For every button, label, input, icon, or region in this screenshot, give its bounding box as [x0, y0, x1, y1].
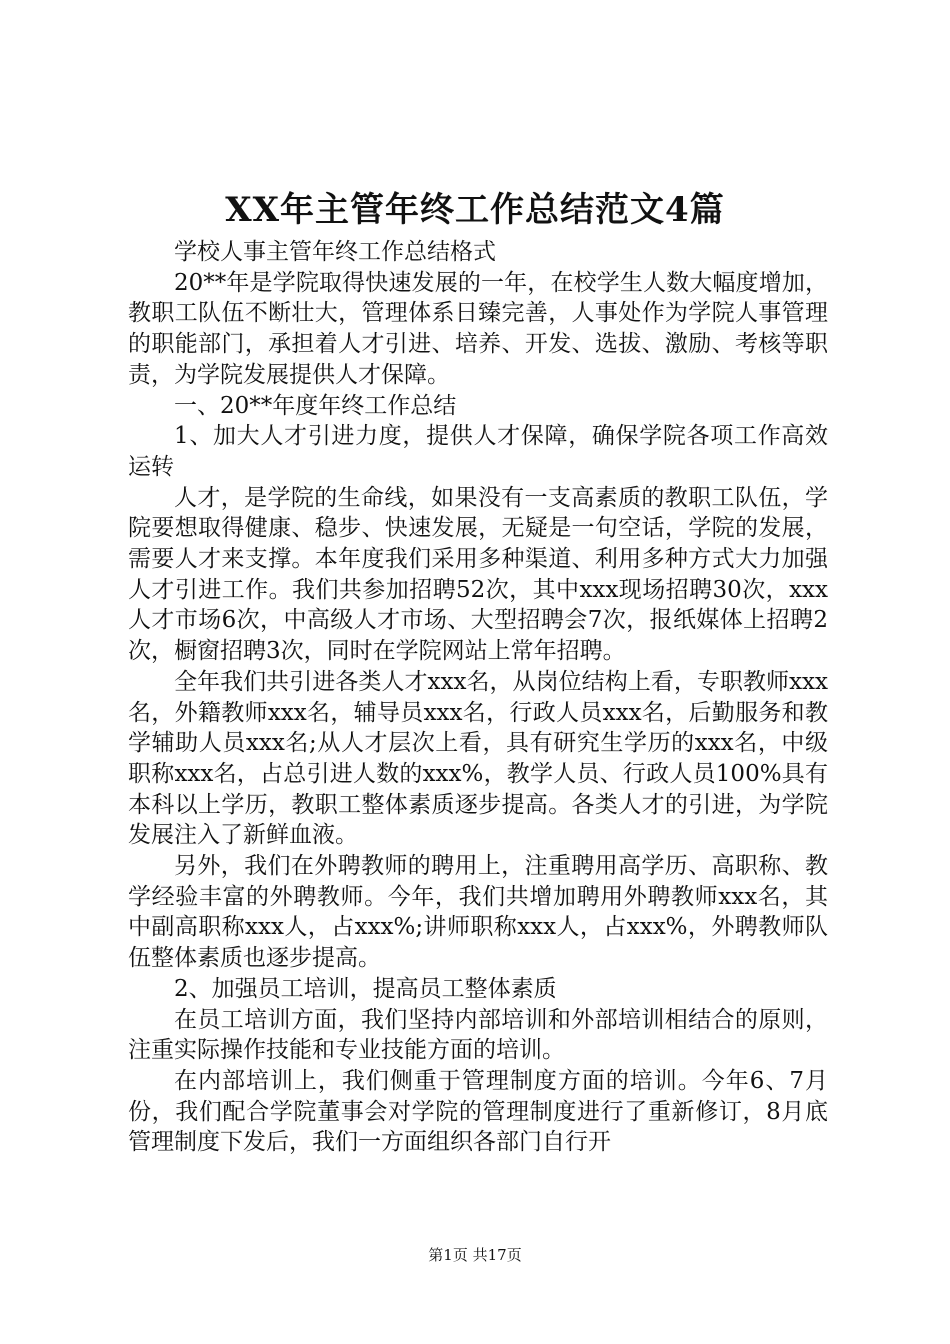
page-number-footer: 第1页 共17页: [428, 1246, 522, 1264]
document-title: XX年主管年终工作总结范文4篇: [225, 190, 725, 230]
body-paragraph-intro: 20**年是学院取得快速发展的一年，在校学生人数大幅度增加，教职工队伍不断壮大，管理体系日臻完善，人事处作为学院人事管理的职能部门，承担着人才引进、培养、开发、选拔、激励、考核等职责，为学院发展提供人才保障。: [128, 269, 828, 388]
body-paragraph-talent: 人才，是学院的生命线，如果没有一支高素质的教职工队伍，学院要想取得健康、稳步、快速发展，无疑是一句空话，学院的发展，需要人才来支撑。本年度我们采用多种渠道、利用多种方式大力加强人才引进工作。我们共参加招聘52次，其中xxx现场招聘30次，xxx人才市场6次，中高级人才市场、大型招聘会7次，报纸媒体上招聘2次，橱窗招聘3次，同时在学院网站上常年招聘。: [128, 484, 828, 665]
document-body: [128, 237, 828, 1158]
subheading-talent-recruitment: 1、加大人才引进力度，提供人才保障，确保学院各项工作高效运转: [128, 423, 828, 480]
body-paragraph-internal-training: 在内部培训上，我们侧重于管理制度方面的培训。今年6、7月份，我们配合学院董事会对学院的管理制度进行了重新修订，8月底管理制度下发后，我们一方面组织各部门自行开: [128, 1067, 828, 1156]
section-heading-summary: 一、20**年度年终工作总结: [174, 392, 457, 419]
body-paragraph-training-principle: 在员工培训方面，我们坚持内部培训和外部培训相结合的原则，注重实际操作技能和专业技能方面的培训。: [128, 1006, 828, 1064]
section-heading-format: 学校人事主管年终工作总结格式: [174, 239, 496, 265]
body-paragraph-external-teachers: 另外，我们在外聘教师的聘用上，注重聘用高学历、高职称、教学经验丰富的外聘教师。今年，我们共增加聘用外聘教师xxx名，其中副高职称xxx人，占xxx%;讲师职称xxx人，占xxx%，外聘教师队伍整体素质也逐步提高。: [128, 853, 828, 972]
subheading-staff-training: 2、加强员工培训，提高员工整体素质: [174, 975, 557, 1002]
body-paragraph-hiring-stats: 全年我们共引进各类人才xxx名，从岗位结构上看，专职教师xxx名，外籍教师xxx名，辅导员xxx名，行政人员xxx名，后勤服务和教学辅助人员xxx名;从人才层次上看，具有研究生学历的xxx名，中级职称xxx名，占总引进人数的xxx%，教学人员、行政人员100%具有本科以上学历，教职工整体素质逐步提高。各类人才的引进，为学院发展注入了新鲜血液。: [128, 668, 828, 849]
